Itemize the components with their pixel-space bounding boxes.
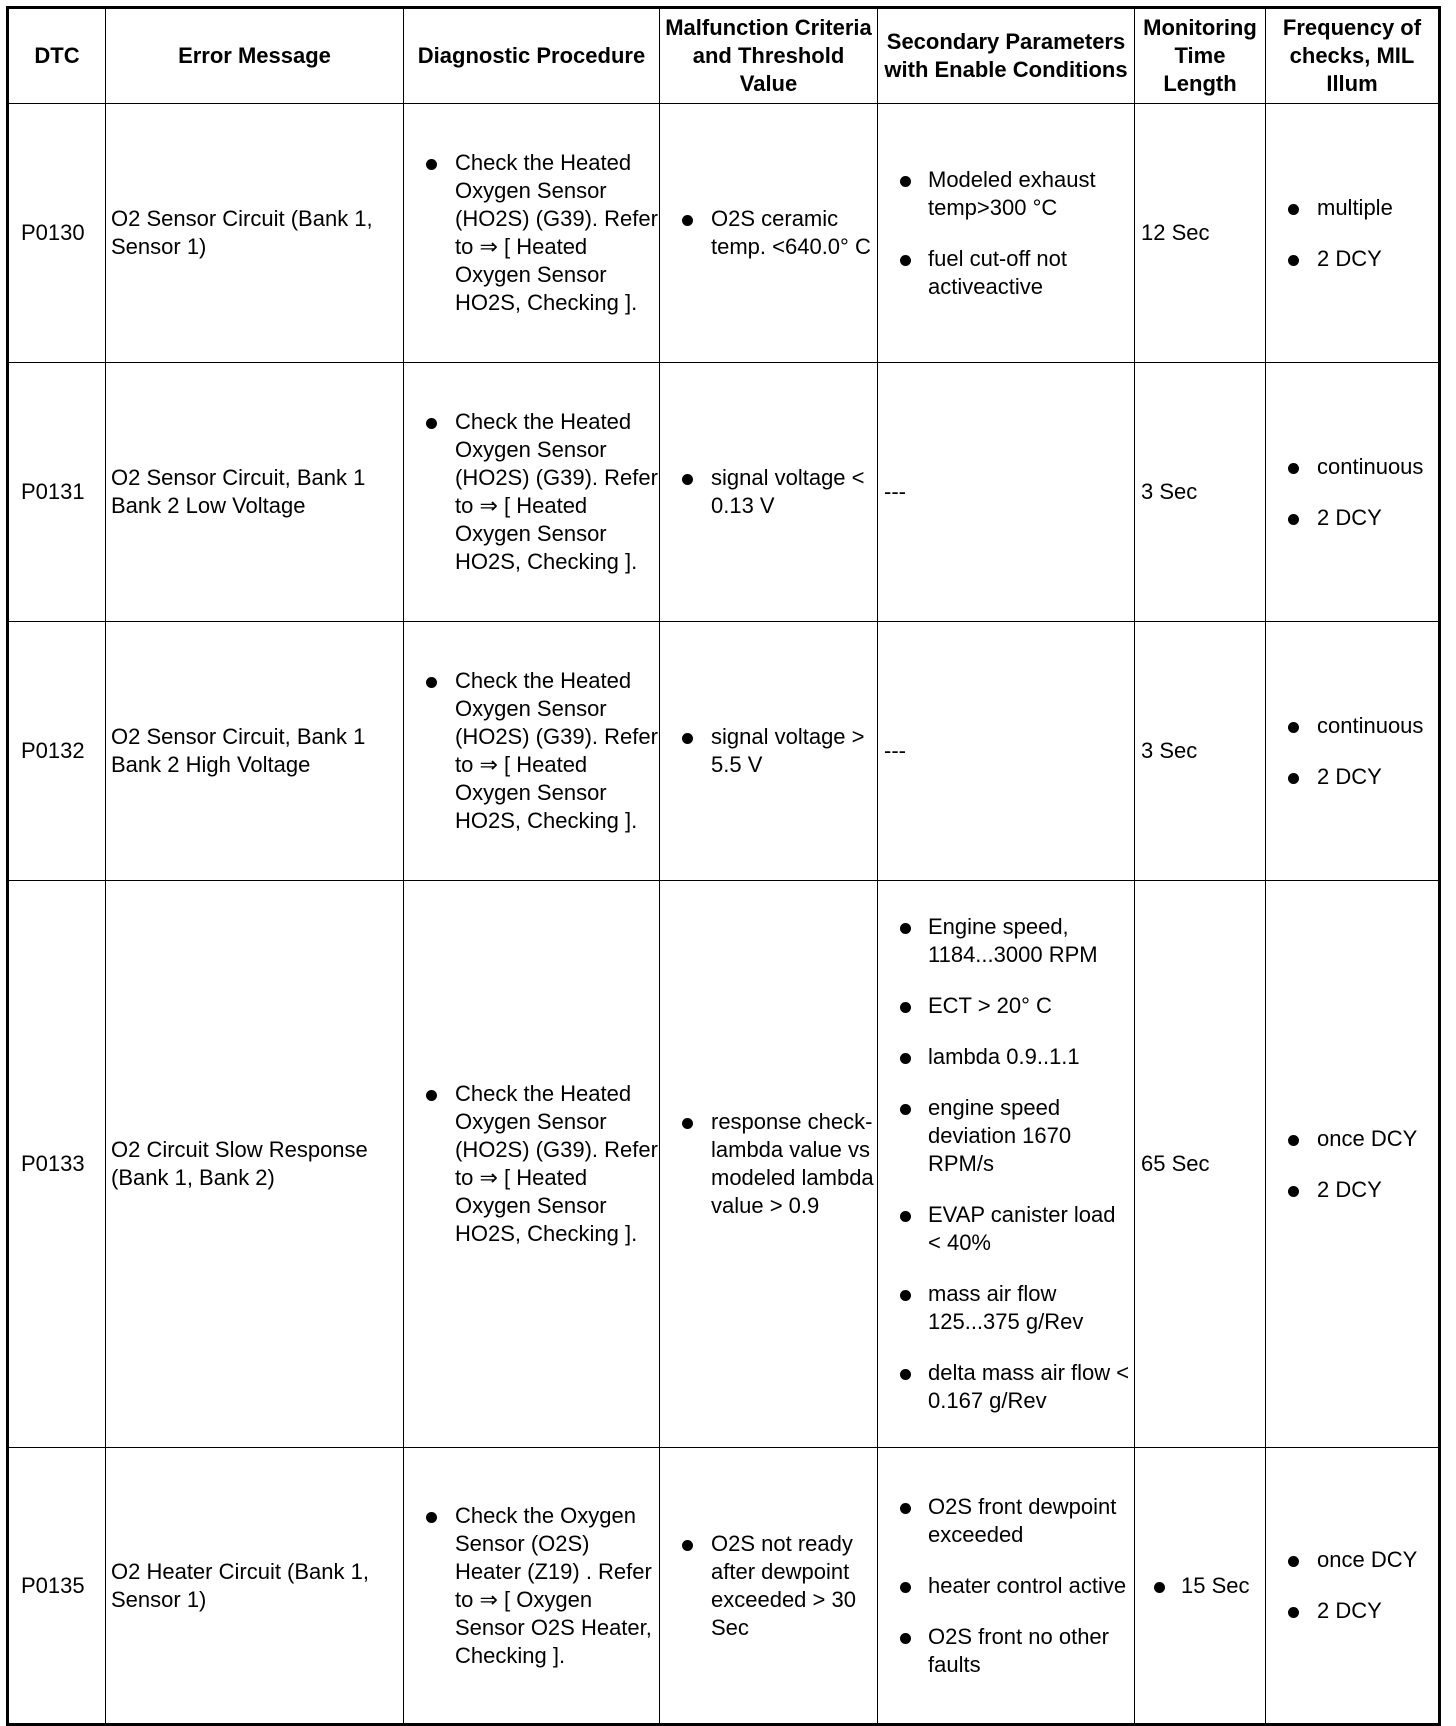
frequency-cell [1266, 363, 1440, 622]
procedure-cell [404, 1448, 660, 1725]
frequency-item: continuous [1266, 453, 1438, 481]
frequency-item: multiple [1266, 194, 1438, 222]
criteria-cell [660, 363, 878, 622]
procedure-text: Check the Oxygen Sensor (O2S) Heater (Z19) . Refer to ⇒ [ Oxygen Sensor O2S Heater, Checking ]. [404, 1502, 659, 1670]
criteria-item: O2S not ready after dewpoint exceeded > 30 Sec [660, 1530, 877, 1642]
frequency-item: 2 DCY [1266, 763, 1438, 791]
secondary-item: Modeled exhaust temp>300 °C [878, 166, 1134, 222]
secondary-cell [878, 1448, 1135, 1725]
error-message: O2 Sensor Circuit, Bank 1 Bank 2 Low Voltage [106, 363, 404, 622]
table-row [8, 363, 1440, 622]
error-message: O2 Heater Circuit (Bank 1, Sensor 1) [106, 1448, 404, 1725]
frequency-item: 2 DCY [1266, 245, 1438, 273]
dtc-code: P0135 [8, 1448, 106, 1725]
secondary-item: fuel cut-off not activeactive [878, 245, 1134, 301]
frequency-item: 2 DCY [1266, 504, 1438, 532]
frequency-cell [1266, 881, 1440, 1448]
dtc-code: P0132 [8, 622, 106, 881]
secondary-item: Engine speed, 1184...3000 RPM [878, 913, 1134, 969]
procedure-text: Check the Heated Oxygen Sensor (HO2S) (G39). Refer to ⇒ [ Heated Oxygen Sensor HO2S, Checking ]. [404, 408, 659, 576]
procedure-cell [404, 881, 660, 1448]
dtc-table [6, 6, 1441, 1726]
header-malfunction-criteria: Malfunction Criteria and Threshold Value [660, 8, 878, 104]
header-row [8, 8, 1440, 104]
header-frequency: Frequency of checks, MIL Illum [1266, 8, 1440, 104]
secondary-item: engine speed deviation 1670 RPM/s [878, 1094, 1134, 1178]
error-message: O2 Sensor Circuit, Bank 1 Bank 2 High Voltage [106, 622, 404, 881]
frequency-item: once DCY [1266, 1546, 1438, 1574]
frequency-item: 2 DCY [1266, 1176, 1438, 1204]
dtc-code: P0131 [8, 363, 106, 622]
frequency-item: continuous [1266, 712, 1438, 740]
secondary-item: ECT > 20° C [878, 992, 1134, 1020]
table-row [8, 104, 1440, 363]
procedure-text: Check the Heated Oxygen Sensor (HO2S) (G39). Refer to ⇒ [ Heated Oxygen Sensor HO2S, Checking ]. [404, 1080, 659, 1248]
dtc-code: P0130 [8, 104, 106, 363]
secondary-cell [878, 104, 1135, 363]
secondary-item: lambda 0.9..1.1 [878, 1043, 1134, 1071]
criteria-cell [660, 1448, 878, 1725]
header-monitoring-time: Monitoring Time Length [1135, 8, 1266, 104]
error-message: O2 Circuit Slow Response (Bank 1, Bank 2) [106, 881, 404, 1448]
table-row [8, 622, 1440, 881]
monitoring-time: 3 Sec [1135, 363, 1266, 622]
frequency-item: 2 DCY [1266, 1597, 1438, 1625]
frequency-item: once DCY [1266, 1125, 1438, 1153]
frequency-cell [1266, 104, 1440, 363]
secondary-item: EVAP canister load < 40% [878, 1201, 1134, 1257]
secondary-item: mass air flow 125...375 g/Rev [878, 1280, 1134, 1336]
secondary-item: O2S front dewpoint exceeded [878, 1493, 1134, 1549]
frequency-cell [1266, 1448, 1440, 1725]
dtc-code: P0133 [8, 881, 106, 1448]
secondary-item: delta mass air flow < 0.167 g/Rev [878, 1359, 1134, 1415]
criteria-item: signal voltage > 5.5 V [660, 723, 877, 779]
table-row [8, 881, 1440, 1448]
criteria-cell [660, 881, 878, 1448]
header-secondary-parameters: Secondary Parameters with Enable Conditions [878, 8, 1135, 104]
monitoring-time: 12 Sec [1135, 104, 1266, 363]
error-message: O2 Sensor Circuit (Bank 1, Sensor 1) [106, 104, 404, 363]
procedure-cell [404, 622, 660, 881]
criteria-item: O2S ceramic temp. <640.0° C [660, 205, 877, 261]
secondary-cell: --- [878, 363, 1135, 622]
procedure-cell [404, 363, 660, 622]
secondary-cell [878, 881, 1135, 1448]
criteria-cell [660, 622, 878, 881]
procedure-cell [404, 104, 660, 363]
procedure-text: Check the Heated Oxygen Sensor (HO2S) (G39). Refer to ⇒ [ Heated Oxygen Sensor HO2S, Checking ]. [404, 149, 659, 317]
monitoring-cell [1135, 1448, 1266, 1725]
frequency-cell [1266, 622, 1440, 881]
criteria-item: response check- lambda value vs modeled lambda value > 0.9 [660, 1108, 877, 1220]
criteria-cell [660, 104, 878, 363]
monitoring-item: 15 Sec [1135, 1572, 1265, 1600]
monitoring-time: 3 Sec [1135, 622, 1266, 881]
table-row [8, 1448, 1440, 1725]
header-error-message: Error Message [106, 8, 404, 104]
monitoring-time: 65 Sec [1135, 881, 1266, 1448]
secondary-cell: --- [878, 622, 1135, 881]
secondary-item: O2S front no other faults [878, 1623, 1134, 1679]
procedure-text: Check the Heated Oxygen Sensor (HO2S) (G39). Refer to ⇒ [ Heated Oxygen Sensor HO2S, Checking ]. [404, 667, 659, 835]
secondary-item: heater control active [878, 1572, 1134, 1600]
header-diagnostic-procedure: Diagnostic Procedure [404, 8, 660, 104]
criteria-item: signal voltage < 0.13 V [660, 464, 877, 520]
header-dtc: DTC [8, 8, 106, 104]
